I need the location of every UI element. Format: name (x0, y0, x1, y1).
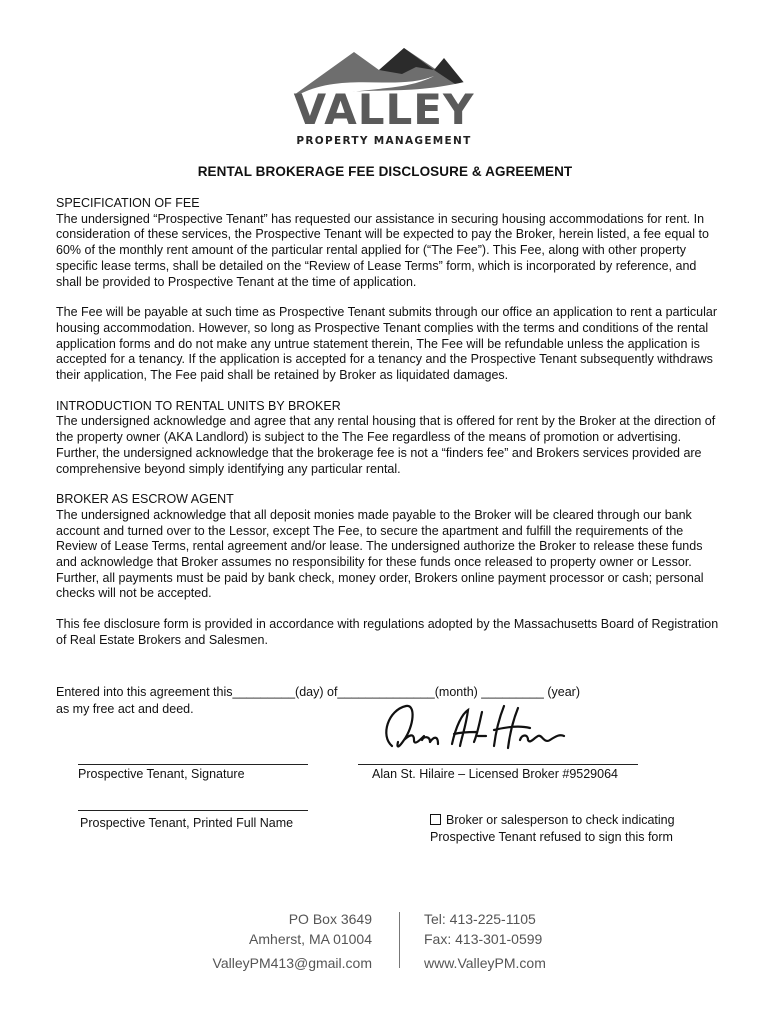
refusal-checkbox[interactable] (430, 814, 441, 825)
tenant-signature-label: Prospective Tenant, Signature (78, 767, 245, 781)
agreement-date-line (56, 684, 676, 718)
footer-po-box: PO Box 3649 (288, 911, 372, 927)
section-escrow (56, 492, 721, 602)
document-title: RENTAL BROKERAGE FEE DISCLOSURE & AGREEMENT (197, 164, 573, 179)
broker-signature-label: Alan St. Hilaire – Licensed Broker #9529064 (372, 767, 618, 781)
footer-fax: Fax: 413-301-0599 (424, 931, 543, 947)
footer-tel: Tel: 413-225-1105 (424, 911, 536, 927)
section-disclosure (56, 617, 721, 648)
section-introduction (56, 399, 721, 478)
broker-signature-line (358, 764, 638, 765)
footer-email[interactable]: ValleyPM413@gmail.com (212, 955, 372, 971)
brand-name: VALLEY (293, 85, 475, 134)
refusal-checkbox-note (430, 812, 675, 846)
footer-website[interactable]: www.ValleyPM.com (424, 955, 546, 971)
section-fee-payment (56, 305, 721, 384)
footer-divider (399, 912, 400, 968)
brand-tagline: PROPERTY MANAGEMENT (296, 135, 472, 147)
footer-city: Amherst, MA 01004 (249, 931, 372, 947)
section-heading: SPECIFICATION OF FEE (56, 196, 200, 210)
section-text: The undersigned “Prospective Tenant” has requested our assistance in securing housing accommodations for rent. In consideration of these services, the Prospective Tenant will be expected to pay the Broker, herein listed, a fee equal to 60% of the monthly rent amount of the particular rental applied for (“The Fee”). This Fee, along with other property specific lease terms, shall be detailed on the “Review of Lease Terms” form, which is incorporated by reference, and shall be provided to Prospective Tenant at the time of application. (56, 211, 709, 289)
tenant-name-line[interactable] (78, 810, 308, 811)
section-text: The Fee will be payable at such time as Prospective Tenant submits through our office an application to rent a particular housing accommodation. However, so long as Prospective Tenant complies with the terms and conditions of the rental application forms and do not make any untrue statement therein, The Fee will be refundable unless the application is accepted for a tenancy. If the application is accepted for a tenancy and the Prospective Tenant subsequently withdraws their application, The Fee paid shall be retained by Broker as liquidated damages. (56, 305, 718, 383)
tenant-signature-line[interactable] (78, 764, 308, 765)
valley-logo (284, 40, 484, 150)
broker-signature (370, 696, 570, 767)
checkbox-label-line-1: Broker or salesperson to check indicating (446, 813, 675, 827)
footer-address (213, 909, 372, 973)
document-body (56, 196, 721, 664)
section-heading: INTRODUCTION TO RENTAL UNITS BY BROKER (56, 398, 341, 413)
agreement-line-2: as my free act and deed. (56, 702, 194, 716)
section-text: This fee disclosure form is provided in accordance with regulations adopted by the Massachusetts Board of Registration of Real Estate Brokers and Salesmen. (56, 617, 719, 647)
tenant-name-label: Prospective Tenant, Printed Full Name (80, 816, 294, 830)
footer-contact (424, 909, 546, 973)
section-heading: BROKER AS ESCROW AGENT (56, 492, 234, 507)
checkbox-label-line-2: Prospective Tenant refused to sign this form (430, 830, 673, 844)
section-text: The undersigned acknowledge and agree that any rental housing that is offered for rent by the Broker at the direction of the property owner (AKA Landlord) is subject to the The Fee regardless of the means of promotion or advertising. Further, the undersigned acknowledge that the brokerage fee is not a “finders fee” and Brokers services provided are comprehensive beyond simply identifying any particular rental. (56, 414, 716, 476)
section-text: The undersigned acknowledge that all deposit monies made payable to the Broker will be cleared through our bank account and turned over to the Lessor, except The Fee, to secure the apartment and fulfill the requirements of the Review of Lease Terms, rental agreement and/or lease. The undersigned authorize the Broker to release these funds and acknowledge that Broker assumes no responsibility for these funds once released to property owner or Lessor. Further, all payments must be paid by bank check, money order, Brokers online payment processor or cash; personal checks will not be accepted. (56, 507, 704, 601)
section-specification (56, 196, 721, 290)
agreement-line-1: Entered into this agreement this_________(day) of______________(month) _________ (year) (56, 685, 580, 699)
